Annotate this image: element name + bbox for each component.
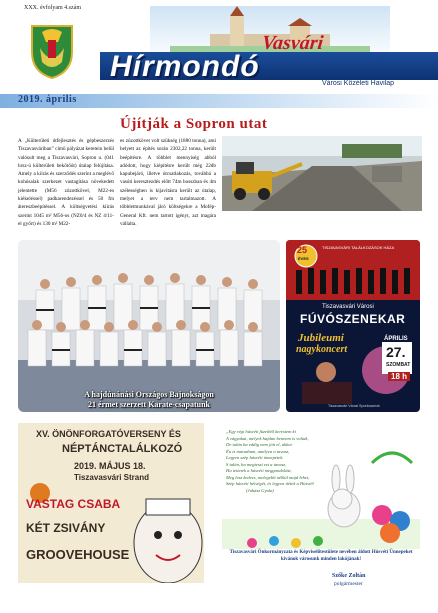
poster-weekday: SZOMBAT (386, 362, 411, 368)
poster-time: 18 h (388, 372, 410, 381)
poster-ensemble: FÚVÓSZENEKAR (300, 312, 406, 326)
masthead-title: Hírmondó (110, 50, 260, 83)
poster-top-text: TISZAVASVÁRI TALÁLKOZÁSOK HÁZA (322, 245, 395, 250)
easter-poem (226, 429, 336, 494)
karate-caption-line-1: A hajdúnánási Országos Bajnokságon (84, 390, 214, 399)
festival-title-2: NÉPTÁNCTALÁLKOZÓ (62, 443, 183, 455)
poster-event-line-1: Jubileumi (298, 332, 344, 344)
poem-line: Legyen szép húsvéti ünnepetek. (226, 455, 284, 460)
poster-venue: Tiszavasvári Városi Sportcsarnok (328, 404, 380, 408)
city-crest-icon (28, 22, 76, 80)
poster-month: ÁPRILIS (384, 336, 408, 342)
poem-line: „Egy régi húsvéti füzetből kerestem ki (226, 429, 296, 434)
festival-place: Tiszavasvári Strand (74, 473, 150, 482)
poster-day: 27. (386, 344, 406, 360)
poster-event-line-2: nagykoncert (296, 344, 348, 355)
signature-title: polgármester (334, 581, 363, 587)
concert-poster (286, 240, 420, 412)
title-script: Vasvári (260, 32, 325, 54)
poem-line: Szép húsvéti hétvégét, és legyen tiétek a Húsvét! (226, 481, 315, 486)
karate-caption-line-2: 21 érmet szerzett Karate-csapatunk (88, 400, 210, 409)
anniversary-number: 25 (297, 245, 308, 255)
road-construction-photo (222, 136, 422, 211)
festival-act-3: GROOVEHOUSE (26, 547, 130, 562)
article-column-1: A „Külterületi útfejlesztés és gépbeszerzés Tiszavasváriban” című pályázat keretein belül valósult meg a Tiszavasvári, Sopron u. (041 hrsz-ú külterületi bekötőút) útalap felújítása. Amely a kiírás és szerződés szerint a meglévő kohósalak szerkezet vastagítása növekedett jelentette (M56 zúzottkővel, M22-es kiékeléssel) padkarendezéssel és 50 fm átereszbeépítéssel. A költségvetési kiírás szerint 1045 m² M56-os (NZ0/4 és NZ 4/11-el győrt) és 130 m² M22- (18, 138, 114, 227)
easter-greeting-text: Tiszavasvári Önkormányzata és Képviselőtestülete nevében áldott Húsvéti Ünnepeket kívánok városunk minden lakójának! (229, 550, 413, 562)
poem-line: A vágyakat, melyek hajdan bennem is voltak, (226, 435, 309, 441)
poem-author: (Juhász Gyula) (246, 487, 274, 493)
poem-line: Én is maradtam, amilyen a tavasz, (226, 448, 290, 454)
easter-greeting (222, 423, 420, 595)
poem-line: Meg lesz kedves, melegebb nélkül majd lehet, (226, 474, 310, 480)
concert-poster-graphic (286, 240, 420, 412)
article-headline: Újítják a Sopron utat (120, 116, 268, 132)
poem-line: S talán, ha megteszi ezt a tavasz, (226, 461, 287, 467)
poem-line: De talán ha eddig nem jött el, akkor (226, 442, 293, 447)
masthead-subtitle: Városi Közéleti Havilap (322, 80, 394, 87)
anniversary-word: ÉVES (298, 256, 309, 261)
poster-org: Tiszavasvári Városi (322, 304, 374, 310)
poem-line: Ha tettetek a húsvéti meggondolást, (226, 468, 292, 473)
festival-act-1: VASTAG CSABA (26, 497, 121, 511)
signature-name: Szőke Zoltán (332, 573, 366, 579)
issue-date: 2019. április (18, 94, 77, 105)
article-column-2: es zúzottkövet volt szükség (1880 tonna), ami helyett az építés során 2302,22 tonna, került beépítésre. A többlet mennyiség abból adódott, hogy kiépítésre került még 22db kapubejáró, illetve útcsatlakozás, továbbá a vasúti keresztezdés előtt 74m hosszban és 4m szélességben is kijavításra került az útalap, melyet a terv nem tartalmazott. A többletmunkával járó költségekre a Mofép-General Kft. nem tartott igényt, azt magára vállalta. (120, 138, 216, 227)
festival-title-1: XV. ÖNÖNFORGATÓVERSENY ÉS (36, 429, 181, 439)
volume-label: XXX. évfolyam 4.szám (24, 5, 81, 11)
festival-date: 2019. MÁJUS 18. (74, 461, 146, 471)
festival-act-2: KÉT ZSIVÁNY (26, 521, 106, 535)
festival-poster (18, 423, 204, 595)
karate-team-photo (18, 240, 280, 412)
